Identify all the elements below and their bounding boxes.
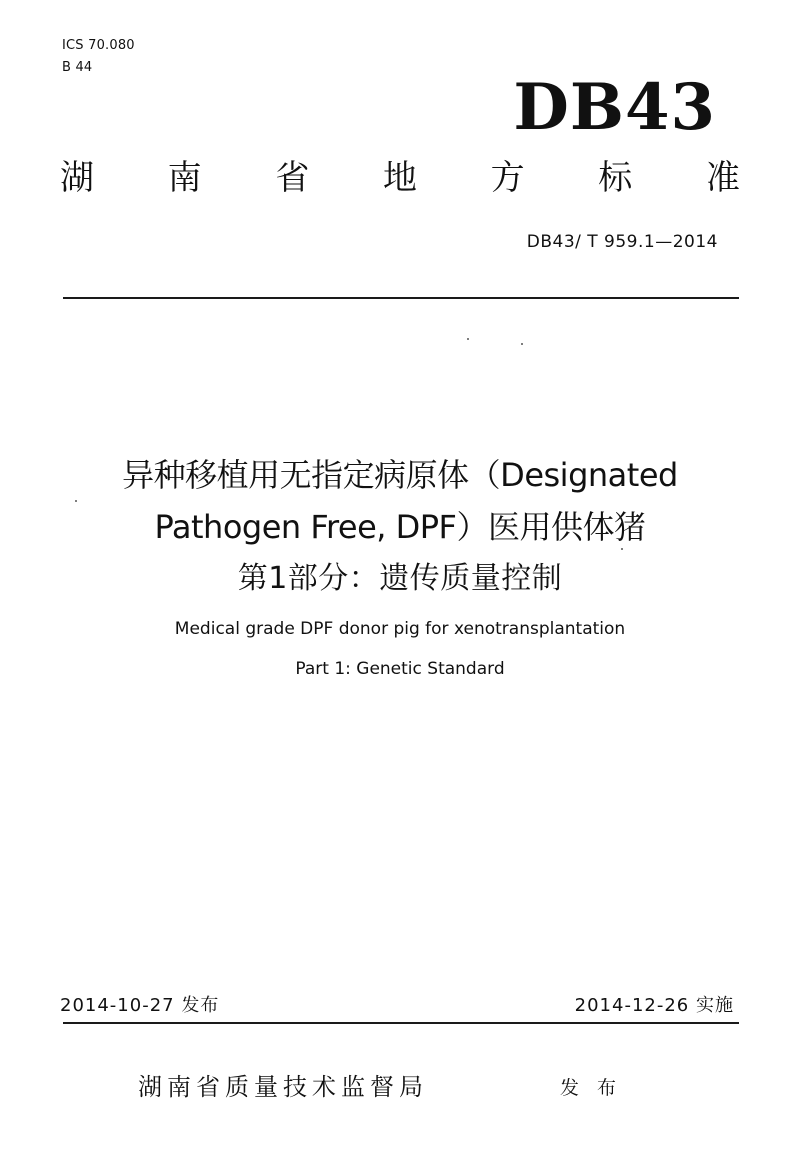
document-title-line-1: 异种移植用无指定病原体（Designated — [122, 456, 678, 494]
print-speck — [521, 343, 523, 345]
standard-number: DB43/ T 959.1—2014 — [526, 232, 718, 252]
standard-type-char: 准 — [705, 158, 740, 198]
print-speck — [467, 338, 469, 340]
print-speck — [621, 548, 623, 550]
issue-date: 2014-10-27 发布 — [60, 995, 220, 1016]
footer-divider — [63, 1022, 739, 1024]
standard-type-char: 省 — [275, 158, 310, 198]
standard-type-char: 地 — [382, 158, 417, 198]
ics-code: ICS 70.080 — [62, 38, 135, 53]
standard-logo: DB43 — [513, 70, 716, 145]
header-divider — [63, 297, 739, 299]
standard-type-char: 南 — [167, 158, 202, 198]
standard-type-title — [60, 156, 740, 200]
print-speck — [75, 500, 77, 502]
standard-type-char: 湖 — [60, 158, 94, 198]
document-title-line-3: 第1部分：遗传质量控制 — [237, 561, 563, 596]
standard-type-char: 标 — [598, 158, 633, 198]
implementation-date: 2014-12-26 实施 — [574, 995, 734, 1016]
publisher-name: 湖南省质量技术监督局 — [138, 1073, 428, 1101]
document-title-line-2: Pathogen Free, DPF）医用供体猪 — [154, 508, 646, 546]
standard-type-char: 方 — [490, 158, 525, 198]
english-subtitle: Part 1: Genetic Standard — [295, 659, 505, 679]
classification-code: B 44 — [62, 60, 93, 75]
publish-label: 发 布 — [560, 1077, 623, 1099]
english-title: Medical grade DPF donor pig for xenotransplantation — [174, 619, 626, 639]
